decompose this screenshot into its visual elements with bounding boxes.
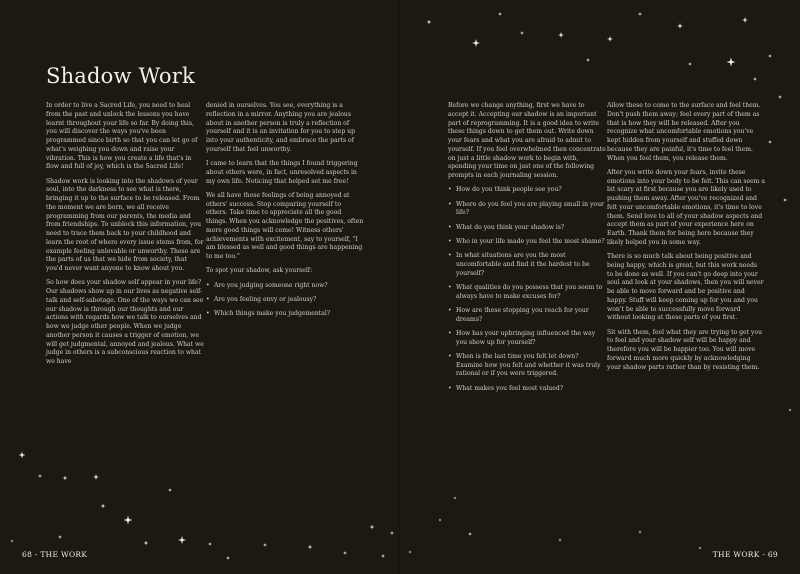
list-item: • Where do you feel you are playing small in your life? [448,201,606,219]
list-item: • What makes you feel most valued? [448,385,606,394]
paragraph: To spot your shadow, ask yourself: [206,267,313,275]
right-column-2 [607,102,765,378]
paragraph: Before we change anything, first we have to accept it. Accepting our shadow is an important part of reprogramming. It is a good idea to write these things down to get them out. Write down your fears and what you are afraid to admit to yourself. If you feel overwhelmed then concentrate on just a little shadow work to begin with, spending your time on just one of the following prompts in each journaling session. [448,102,606,179]
right-column-1 [448,102,606,399]
paragraph: I came to learn that the things I found triggering about others were, in fact, unresolved aspects in my own life. Noticing that helped set me free! [206,160,358,185]
list-item: • Who in your life made you feel the most shame? [448,238,606,247]
paragraph: There is so much talk about being positive and being happy, which is great, but this work needs to be done as well. If you can't go deep into your soul and look at your shadows, then you will never be able to move forward and be positive and happy. Stuff will keep coming up for you and you won't be able to successfully move forward without looking at these parts of you first. [607,253,764,322]
paragraph: After you write down your fears, invite these emotions into your body to be felt. This can seem a bit scary at first because you are likely used to pushing them away. After you've recognized and felt your uncomfortable emotions, it's time to love them. Send love to all of your shadow aspects and accept them as part of your experience here on Earth. Thank them for being here because they likely helped you in some way. [607,168,766,246]
paragraph: So how does your shadow self appear in your life? Our shadows show up in our lives as negative self-talk and self-sabotage. One of the ways we can see our shadow is through our thoughts and our actions with regards how we talk to ourselves and how we judge other people. When we judge another person it causes a trigger of emotion, we will get judgmental, annoyed and jealous. What we judge in others is a subconscious reaction to what we have [46,279,204,365]
list-item: • Which things make you judgemental? [206,310,364,319]
list-item: • How has your upbringing influenced the way you show up for yourself? [448,330,606,348]
paragraph: Shadow work is looking into the shadows of your soul, into the darkness to see what is there, bringing it up to the surface to be released. From the moment we are born, we all receive programming from our parents, the media and from friendships. To unblock this information, you need to trace them back to your childhood and learn the root of where every issue stems from, for example feeling unlovable or unworthy. These are the parts of us that we hide from society, that you'd never want anyone to know about you. [46,177,204,272]
page-number-right: THE WORK - 69 [712,550,778,559]
journaling-prompts-list [448,186,606,393]
list-item: • How are these stopping you reach for your dreams? [448,307,606,325]
left-column-2 [206,102,364,324]
paragraph: In order to live a Sacred Life, you need to heal from the past and unlock the lessons you have learnt throughout your life so far. By doing this, you will discover the ways you've been programmed since birth so that you can let go of what's weighing you down and raise your vibration. This is how you create a life that's in flow and full of joy, which is the Sacred Life! [46,102,198,171]
page-title: Shadow Work [46,64,195,88]
list-item: • What qualities do you possess that you seem to always have to make excuses for? [448,284,606,302]
list-item: • How do you think people see you? [448,186,606,195]
list-item: • What do you think your shadow is? [448,224,606,233]
paragraph: Allow these to come to the surface and feel them. Don't push them away; feel every part of them as that is how they will be released. After you recognize what uncomfortable emotions you've kept hidden from yourself and stuffed down because they are painful, it's time to feel them. When you feel them, you release them. [607,102,761,162]
list-item: • Are you feeling envy or jealousy? [206,296,364,305]
page-number-left: 68 - THE WORK [22,550,88,559]
list-item: • In what situations are you the most uncomfortable and find it the hardest to be yourself? [448,252,606,278]
paragraph: denied in ourselves. You see, everything is a reflection in a mirror. Anything you are jealous about in another person is truly a reflection of yourself and it is an invitation for you to step up into your authenticity, and embrace the parts of yourself that feel unworthy. [206,102,355,153]
paragraph: We all have those feelings of being annoyed at others' success. Stop comparing yourself to others. Take time to appreciate all the good things. When you acknowledge the positives, often more good things will come! Witness others' achievements with excitement, say to yourself, "I am blessed as well and good things are happening to me too." [206,191,364,260]
shadow-questions-list [206,282,364,319]
list-item: • Are you judging someone right now? [206,282,364,291]
list-item: • When is the last time you felt let down? Examine how you felt and whether it was truly rational or if you were triggered. [448,353,606,379]
page-gutter [399,0,401,574]
paragraph: Sit with them, feel what they are trying to get you to feel and your shadow self will be happy and therefore you will be happier too. You will move forward much more quickly by acknowledging your shadow parts rather than by resisting them. [607,328,763,371]
left-column-1 [46,102,204,372]
